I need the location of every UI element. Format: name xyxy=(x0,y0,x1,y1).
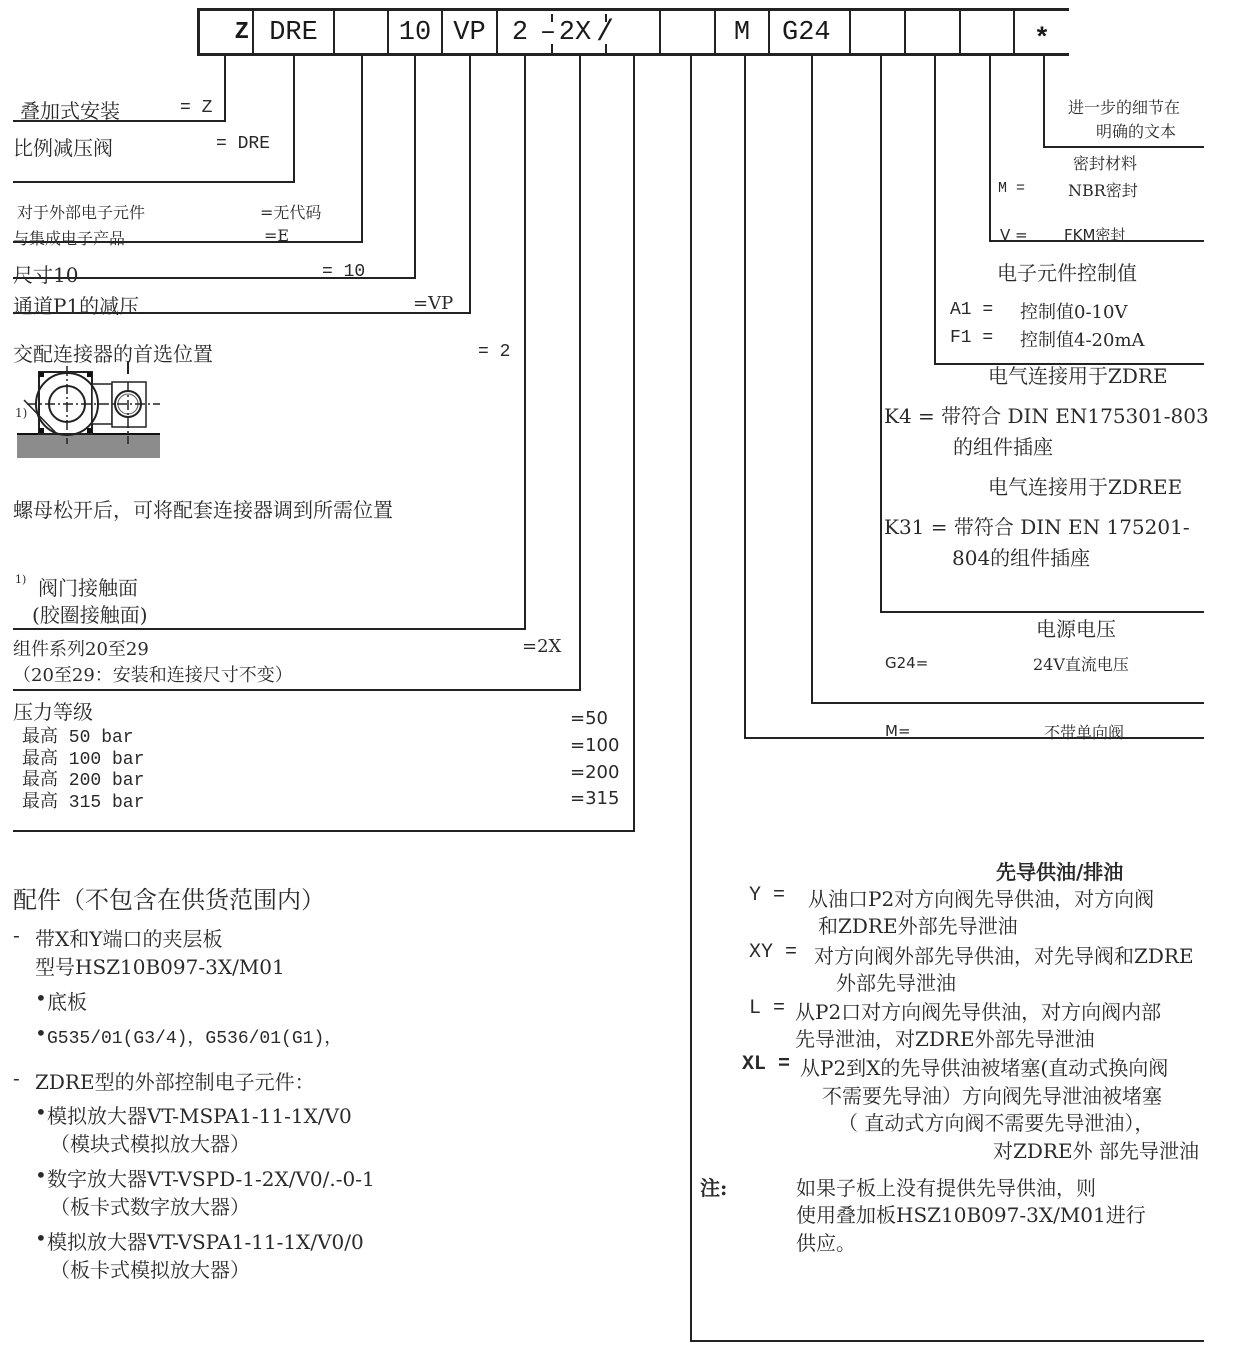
amplifier-2-model: 数字放大器VT-VSPD-1-2X/V0/.-0-1 xyxy=(47,1167,375,1191)
footnote-line1: 阀门接触面 xyxy=(38,576,138,600)
code-dash: – xyxy=(539,18,557,48)
bracket-line xyxy=(224,56,226,122)
bracket-line xyxy=(811,702,1204,704)
valve-value: = DRE xyxy=(216,134,271,154)
pilot-y-line1: 从油口P2对方向阀先导供油，对方向阀 xyxy=(808,887,1155,911)
code-cell-series: 2X xyxy=(558,18,592,48)
bullet-marker: • xyxy=(35,1226,47,1250)
elec-k4-line1: K4 = 带符合 DIN EN175301-803 xyxy=(884,404,1209,428)
electronics-line1-label: 对于外部电子元件 xyxy=(17,203,146,222)
bracket-line xyxy=(469,56,471,314)
elec-zdree-title: 电气连接用于ZDREE xyxy=(988,475,1183,499)
code-cell-further: * xyxy=(1033,25,1051,55)
control-a1-value: 控制值0-10V xyxy=(1020,302,1128,323)
elec-k4-line2: 的组件插座 xyxy=(953,435,1053,459)
note-line2: 使用叠加板HSZ10B097-3X/M01进行 xyxy=(796,1203,1146,1227)
pilot-l-line1: 从P2口对方向阀先导供油，对方向阀内部 xyxy=(795,1000,1162,1024)
bracket-line xyxy=(1043,146,1204,148)
note-line3: 供应。 xyxy=(796,1231,856,1255)
note-line1: 如果子板上没有提供先导供油，则 xyxy=(796,1176,1096,1200)
further-details-line2: 明确的文本 xyxy=(1096,122,1177,141)
pressure-item-label: 最高 100 bar xyxy=(22,750,145,770)
code-cell-reduction: VP xyxy=(453,18,486,48)
size-value: = 10 xyxy=(322,262,366,282)
pilot-xl-line1: 从P2到X的先导供油被堵塞(直动式换向阀 xyxy=(800,1056,1169,1080)
seal-v-code: V = xyxy=(1000,226,1028,244)
pressure-title: 压力等级 xyxy=(13,700,93,724)
bracket-line xyxy=(1043,56,1045,148)
bullet-marker: • xyxy=(35,986,47,1010)
code-cell-elec-conn xyxy=(851,8,904,54)
elec-k31-line2: 804的组件插座 xyxy=(952,546,1091,570)
pressure-item-value: =200 xyxy=(570,762,620,783)
code-cell-seal xyxy=(961,8,1013,54)
electronics-line2-label: 与集成电子产品 xyxy=(13,229,126,248)
bullet-marker: • xyxy=(35,1163,47,1187)
code-cell-control xyxy=(906,8,959,54)
series-label: 组件系列20至29 xyxy=(13,639,149,660)
pressure-item-value: =100 xyxy=(570,735,620,756)
series-value: =2X xyxy=(522,636,562,657)
bracket-line xyxy=(880,56,882,613)
code-cell-check: M xyxy=(733,18,751,48)
note-label: 注: xyxy=(700,1176,728,1200)
code-cell-mounting: Z xyxy=(234,19,249,46)
electronics-line2-value: =E xyxy=(264,226,290,245)
code-cell-electronics xyxy=(335,8,387,54)
pressure-item-label: 最高 50 bar xyxy=(22,728,134,748)
series-note: （20至29：安装和连接尺寸不变） xyxy=(13,665,293,686)
seal-m-code: M = xyxy=(998,180,1026,197)
pilot-xl-line2: 不需要先导油）方向阀先导泄油被堵塞 xyxy=(822,1084,1162,1108)
bracket-line xyxy=(989,56,991,242)
amplifier-3-desc: （板卡式模拟放大器） xyxy=(50,1258,250,1282)
accessory-electronics: ZDRE型的外部控制电子元件： xyxy=(35,1070,315,1094)
amplifier-2-desc: （板卡式数字放大器） xyxy=(50,1195,250,1219)
code-cell-voltage: G24 xyxy=(782,18,831,48)
bracket-line xyxy=(744,56,746,739)
pilot-xy-line1: 对方向阀外部先导供油，对先导阀和ZDRE xyxy=(814,944,1194,968)
code-cell-connector: 2 xyxy=(511,18,529,48)
control-title: 电子元件控制值 xyxy=(997,261,1137,285)
amplifier-1-model: 模拟放大器VT-MSPA1-11-1X/V0 xyxy=(47,1104,352,1128)
mounting-surface xyxy=(17,434,160,458)
amplifier-1-desc: （模块式模拟放大器） xyxy=(50,1132,250,1156)
bullet-marker: • xyxy=(35,1100,47,1124)
footnote-line2: (胶圈接触面) xyxy=(32,603,148,627)
connector-label: 交配连接器的首选位置 xyxy=(13,342,213,366)
pressure-item-label: 最高 200 bar xyxy=(22,771,145,791)
size-label: 尺寸10 xyxy=(13,263,79,287)
pressure-item-value: =50 xyxy=(570,708,608,729)
control-f1-value: 控制值4-20mA xyxy=(1020,330,1145,351)
accessory-sandwich-model: 型号HSZ10B097-3X/M01 xyxy=(35,955,285,979)
pilot-xl-line4: 对ZDRE外 部先导泄油 xyxy=(993,1139,1199,1163)
pilot-l-line2: 先导泄油，对ZDRE外部先导泄油 xyxy=(795,1027,1095,1051)
mounting-label: 叠加式安装 xyxy=(20,99,120,123)
pilot-xl-code: XL = xyxy=(742,1053,791,1076)
connector-position-drawing xyxy=(12,362,187,462)
dash-marker: - xyxy=(13,923,20,947)
accessory-sandwich-plate: 带X和Y端口的夹层板 xyxy=(35,927,223,951)
bracket-line xyxy=(934,56,936,365)
footnote-marker-drawing: 1) xyxy=(15,406,28,420)
connector-note: 螺母松开后，可将配套连接器调到所需位置 xyxy=(13,498,393,522)
bracket-line xyxy=(690,1340,1204,1342)
pilot-l-code: L = xyxy=(749,997,786,1020)
reduction-label: 通道P1的减压 xyxy=(13,294,140,318)
pressure-item-label: 最高 315 bar xyxy=(22,793,145,813)
check-valve-code: M= xyxy=(885,722,911,740)
accessories-title: 配件（不包含在供货范围内） xyxy=(13,886,325,914)
check-valve-value: 不带单向阀 xyxy=(1044,723,1125,742)
valve-label: 比例减压阀 xyxy=(13,136,113,160)
bracket-line xyxy=(744,737,1204,739)
electronics-line1-value: =无代码 xyxy=(260,203,322,222)
bracket-line xyxy=(579,56,581,691)
bracket-line xyxy=(524,56,526,630)
elec-k31-line1: K31 = 带符合 DIN EN 175201- xyxy=(884,515,1190,539)
code-cell-size: 10 xyxy=(398,18,432,48)
bracket-line xyxy=(414,56,416,279)
connector-value: = 2 xyxy=(478,342,511,362)
seal-v-value: FKM密封 xyxy=(1064,226,1126,244)
pressure-item-value: =315 xyxy=(570,788,620,809)
further-details-line1: 进一步的细节在 xyxy=(1068,98,1181,117)
reduction-value: =VP xyxy=(413,293,454,314)
bracket-line xyxy=(13,689,581,691)
bracket-line xyxy=(690,56,692,1342)
control-a1-code: A1 = xyxy=(950,300,994,320)
code-cell-valve: DRE xyxy=(269,18,318,48)
code-slash: / xyxy=(595,16,614,50)
seal-m-value: NBR密封 xyxy=(1068,181,1138,200)
elec-zdre-title: 电气连接用于ZDRE xyxy=(988,364,1168,388)
pilot-y-line2: 和ZDRE外部先导泄油 xyxy=(818,914,1018,938)
power-code: G24= xyxy=(885,654,929,672)
bracket-line xyxy=(361,56,363,243)
code-cell-pilot xyxy=(661,8,714,54)
pilot-y-code: Y = xyxy=(749,884,786,907)
pilot-xy-line2: 外部先导泄油 xyxy=(836,971,956,995)
pilot-xl-line3: （ 直动式方向阀不需要先导泄油）， xyxy=(838,1111,1155,1135)
accessory-subplate: 底板 xyxy=(47,990,87,1014)
bullet-marker: • xyxy=(35,1021,47,1045)
bracket-line xyxy=(13,628,526,630)
bracket-line xyxy=(13,830,635,832)
bracket-line xyxy=(293,56,295,183)
amplifier-3-model: 模拟放大器VT-VSPA1-11-1X/V0/0 xyxy=(47,1230,364,1254)
control-f1-code: F1 = xyxy=(950,328,994,348)
power-title: 电源电压 xyxy=(1036,617,1116,641)
pilot-title: 先导供油/排油 xyxy=(996,860,1124,884)
dash-marker: - xyxy=(13,1066,20,1090)
bracket-line xyxy=(811,56,813,704)
pilot-xy-code: XY = xyxy=(749,941,798,964)
bracket-line xyxy=(633,56,635,832)
seal-title: 密封材料 xyxy=(1073,154,1138,173)
accessory-subplate-models: G535/01(G3/4)，G536/01(G1)， xyxy=(47,1029,343,1049)
power-value: 24V直流电压 xyxy=(1033,655,1129,674)
mounting-value: = Z xyxy=(180,98,213,118)
footnote-marker: 1) xyxy=(15,573,27,586)
bracket-line xyxy=(13,181,295,183)
